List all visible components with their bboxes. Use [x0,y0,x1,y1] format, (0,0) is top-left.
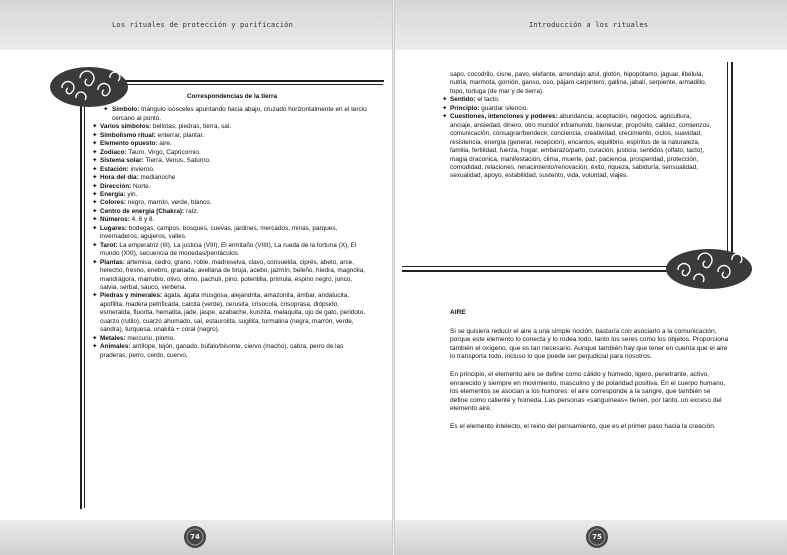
item-value: artemisa, cedro, grano, roble, madreselva, clavo, consuelda, ciprés, abeto, arce, helecho, fresno, enebro, granada, avellana de bruja, acebo, jazmín, beleño, hiedra, magnolia, mandrágora, marrubio, olivo, olmo, pachulí, pino, potentilla, prímula, espino negro, junco, salvia, serbal, sauco, verbena. [100,258,366,291]
list-item [92,199,372,207]
air-section-title: AIRE [450,309,466,316]
item-label: Estación: [100,165,129,173]
item-value: mercurio, plomo. [125,334,175,342]
diamond-bullet-icon: ✦ [92,140,98,148]
earth-correspondences-continued [442,71,712,181]
item-label: Zodíaco: [100,148,127,156]
diamond-bullet-icon: ✦ [92,343,98,351]
item-value: enterrar, plantar. [155,131,205,139]
list-item [92,259,372,293]
item-value: 4, 6 y 8. [129,216,155,224]
list-item [92,242,372,259]
list-item [92,166,372,174]
item-label: Plantas: [100,258,125,266]
list-item [92,216,372,224]
diamond-bullet-icon: ✦ [442,113,448,121]
item-label: Lugares: [100,224,127,232]
diamond-bullet-icon: ✦ [92,292,98,300]
item-value: ágata, ágata musgosa, alejandrita, amazonita, ámbar, andalucita, apofilita, madera petrificada, calcita (verde), cerusita, crisocola, crisoprasa, diópsido, esmeralda, fluorita, hematita, jade, jaspe, azabache, kunzita, malaquita, ojo de gato, peridoto, cuarzo (rutilo), cuarzo ahumado, sal, estaurolita, sugilita, turmalina (negra, marrón, verde, sandra), turquesa, unakita + coral (negro). [100,292,366,334]
list-item [92,149,372,157]
item-label: Colores: [100,199,126,207]
diamond-bullet-icon: ✦ [92,334,98,342]
list-item [92,106,372,123]
list-item [92,132,372,140]
cloud-swirl-ornament-right [664,246,754,292]
item-label: Metales: [100,334,126,342]
item-label: Energía: [100,190,126,198]
diamond-bullet-icon: ✦ [92,123,98,131]
item-label: Elemento opuesto: [100,140,158,148]
animals-continuation: sapo, cocodrilo, cisne, pavo, elefante, arrendajo azul, glotón, hipopótamo, jaguar, libélula, nutria, marmota, gorrión, ganso, oso, pájaro carpintero, gallina, jabalí, serpiente, armadillo, topo, tortuga (de mar y de tierra). [450,71,707,95]
correspondence-list-continued [442,96,712,181]
item-value: Tierra, Venus, Saturno. [143,157,211,165]
running-header-right: Introducción a los rituales [529,21,649,29]
item-value: bodegas, campos, bosques, cuevas, jardines, mercados, minas, parques, invernaderos, agujeros, valles. [100,224,338,241]
diamond-bullet-icon: ✦ [92,131,98,139]
item-value: yin. [125,190,138,198]
diamond-bullet-icon: ✦ [92,207,98,215]
diamond-bullet-icon: ✦ [92,241,98,249]
item-value: aire. [157,140,172,148]
list-item [92,292,372,334]
page-number-left [183,525,207,549]
earth-correspondences [92,93,372,360]
item-label: Animales: [100,343,131,351]
running-header-left: Los rituales de protección y purificación [112,21,293,29]
list-item [442,105,712,113]
air-section [450,309,730,441]
list-item [92,191,372,199]
item-label: Simbolismo ritual: [100,131,156,139]
list-item [92,140,372,148]
item-value: guardar silencio. [479,104,529,112]
list-item [92,174,372,182]
list-item [92,343,372,360]
page-number-right [585,525,609,549]
item-label: Símbolo: [112,106,140,114]
item-label: Varios símbolos: [100,123,152,131]
item-value: Tauro, Virgo, Capricornio. [126,148,201,156]
item-label: Centro de energía (Chakra): [100,207,185,215]
item-value: medianoche [138,174,176,182]
diamond-bullet-icon: ✦ [92,148,98,156]
list-item [442,113,712,181]
item-value: bellotas, piedras, tierra, sal. [151,123,232,131]
item-label: Números: [100,216,130,224]
air-paragraph: Si se quisiera reducir el aire a una simple noción, bastaría con asociarlo a la comunicación, porque este elemento lo conecta y lo rodea todo, tanto los seres como los objetos. Proporciona también el oxígeno, que es tan necesario. Aunque también hay que tener en cuenta que el aire lo transporta todo, incluso lo que puede ser perjudicial para nosotros. [450,327,729,361]
diamond-bullet-icon: ✦ [92,216,98,224]
list-item [92,123,372,131]
item-label: Cuestiones, intenciones y poderes: [450,113,558,121]
diamond-bullet-icon: ✦ [442,104,448,112]
item-label: Principio: [450,104,480,112]
list-item [442,96,712,104]
item-value: Norte. [131,182,151,190]
item-value: invierno. [128,165,155,173]
item-label: Hora del día: [100,174,139,182]
item-value: negro, marrón, verde, blanco. [125,199,212,207]
item-value: antílope, tejón, ganado, búfalo/bisonte, ciervo (macho), cabra, perro de las praderas, perro, cerdo, cuervo, [100,343,344,359]
item-label: Piedras y minerales: [100,292,163,300]
diamond-bullet-icon: ✦ [103,106,109,114]
item-value: abundancia, aceptación, negocios, agricultura, anciaje, ansiedad, dinero, otro mundo/ inframundo, bienestar, propósito, calidez, comienzos, comunicación, consagrar/bendecir, conciencia, creatividad, crecimiento, ciclos, suavidad, resistencia, energía (general, recepción), encantos, equilibrio, espíritus de la naturaleza, familia, fertilidad, fuerza, hogar, embarazo/parto, curación, justicia, sentidos (olfato, tacto), magia draconica, manifestación, clima, muerte, paz, paciencia, prosperidad, protección, comodidad, relaciones, renacimiento/renovación, éxito, riqueza, sabiduría, sensualidad, sexualidad, apoyo, estabilidad, sustento, vida, voluntad, viajes. [450,113,712,180]
diamond-bullet-icon: ✦ [92,165,98,173]
item-value: La emperatriz (III), La justicia (VIII), El ermitaño (VIIII), La rueda de la fortuna (X), El mundo (XXI), secuencia de monedas/pentáculos. [100,241,357,258]
diamond-bullet-icon: ✦ [92,258,98,266]
diamond-bullet-icon: ✦ [442,96,448,104]
diamond-bullet-icon: ✦ [92,157,98,165]
item-value: el tacto. [475,96,500,104]
book-gutter [392,0,395,555]
item-label: Dirección: [100,182,132,190]
list-item [92,157,372,165]
diamond-bullet-icon: ✦ [92,190,98,198]
air-paragraph: Es el elemento intelecto, el reino del pensamiento, que es el primer paso hacia la creación. [450,422,716,430]
list-item [92,183,372,191]
page-number-text: 74 [190,533,200,541]
correspondence-list [92,106,372,360]
air-paragraph: En principio, el elemento aire se define como cálido y húmedo, ligero, penetrante, activo, enrarecido y siempre en movimiento, masculino y de polaridad positiva. En el cuerpo humano, los elementos se asocian a los humores: el aire corresponde a la sangre, que también se define como caliente y húmeda. Las personas «sanguíneas» tienen, por tanto, un exceso del elemento aire. [450,370,726,413]
diamond-bullet-icon: ✦ [92,174,98,182]
item-label: Sentido: [450,96,476,104]
list-item [92,335,372,343]
item-label: Tarot: [100,241,118,249]
diamond-bullet-icon: ✦ [92,224,98,232]
list-item [92,225,372,242]
list-item [92,208,372,216]
page-number-text: 75 [592,533,602,541]
diamond-bullet-icon: ✦ [92,182,98,190]
item-label: Sistema solar: [100,157,144,165]
item-value: raíz. [184,207,199,215]
diamond-bullet-icon: ✦ [92,199,98,207]
section-title: Correspondencias de la tierra [186,93,278,100]
item-value: triángulo isósceles apuntando hacia abajo, cruzado horizontalmente en el tercio cercano al punto. [112,106,367,122]
